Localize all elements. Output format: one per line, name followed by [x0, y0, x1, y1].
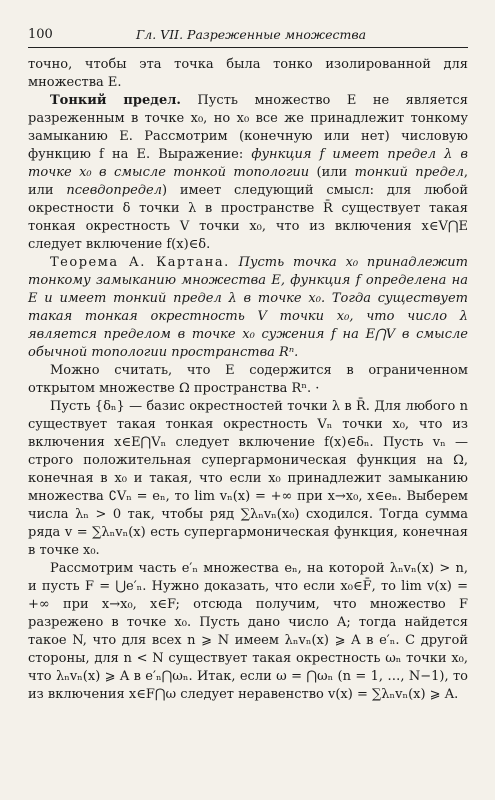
body-text — [28, 56, 468, 704]
running-title: Гл. VII. Разреженные множества — [136, 27, 367, 42]
paragraph — [28, 398, 468, 560]
text-run: ) имеет следующий смысл: для любой окрестности δ точки λ в пространстве R̄ существует такая тонкая окрестность V точки x₀, что из включения x∈V⋂E следует включение f(x)∈δ. — [28, 183, 468, 252]
header-rule — [28, 47, 468, 48]
text-run: , или — [28, 165, 468, 198]
text-run: Рассмотрим часть e′ₙ множества eₙ, на которой λₙvₙ(x) > n, и пусть F = ⋃e′ₙ. Нужно доказать, что если x₀∈F̄, то lim v(x) = +∞ при x→x₀, x∈F; отсюда получим, что множество F разрежено в точке x₀. Пусть дано число A; тогда найдется такое N, что для всех n ⩾ N имеем λₙvₙ(x) ⩾ A в e′ₙ. С другой стороны, для n < N существует такая окрестность ωₙ точки x₀, что λₙvₙ(x) ⩾ A в e′ₙ⋂ωₙ. Итак, если ω = ⋂ωₙ (n = 1, …, N−1), то из включения x∈F⋂ω следует неравенство v(x) = ∑λₙvₙ(x) ⩾ A. — [28, 561, 468, 702]
text-run: Пусть точка x₀ принадлежит тонкому замыканию множества E, функция f определена на E и имеет тонкий предел λ в точке x₀. Тогда существует такая тонкая окрестность V точки x₀, что число λ является пределом в точке x₀ сужения f на E⋂V в смысле обычной топологии пространства Rⁿ. — [28, 255, 468, 360]
text-run: Теорема А. Картана. — [50, 255, 230, 270]
paragraph — [28, 254, 468, 362]
text-run: (или — [309, 165, 355, 180]
paragraph — [28, 560, 468, 704]
text-run: Пусть {δₙ} — базис окрестностей точки λ в R̄. Для любого n существует такая тонкая окрестность Vₙ точки x₀, что из включения x∈E⋂Vₙ следует включение f(x)∈δₙ. Пусть vₙ — строго положительная супергармоническая функция на Ω, конечная в x₀ и такая, что если x₀ принадлежит замыканию множества ∁Vₙ = eₙ, то lim vₙ(x) = +∞ при x→x₀, x∈eₙ. Выберем числа λₙ > 0 так, чтобы ряд ∑λₙvₙ(x₀) сходился. Тогда сумма ряда v = ∑λₙvₙ(x) есть супергармоническая функция, конечная в точке x₀. — [28, 399, 468, 558]
text-run: Можно считать, что E содержится в ограниченном открытом множестве Ω пространства Rⁿ. · — [28, 363, 468, 396]
paragraph — [28, 56, 468, 92]
text-run: псевдопредел — [66, 183, 162, 198]
text-run: Пусть множество E не является разреженным в точке x₀, но x₀ все же принадлежит тонкому замыканию E. Рассмотрим (конечную или нет) числовую функцию f на E. Выражение: — [28, 93, 469, 162]
page-number: 100 — [28, 27, 53, 42]
text-run: тонкий предел — [354, 165, 464, 180]
text-run: точно, чтобы эта точка была тонко изолированной для множества E. — [28, 57, 468, 90]
paragraph — [28, 92, 468, 254]
text-run: функция f имеет предел λ в точке x₀ в смысле тонкой топологии — [28, 147, 468, 180]
page-header — [28, 26, 466, 44]
text-run: Тонкий предел. — [50, 93, 181, 108]
paragraph — [28, 362, 468, 398]
